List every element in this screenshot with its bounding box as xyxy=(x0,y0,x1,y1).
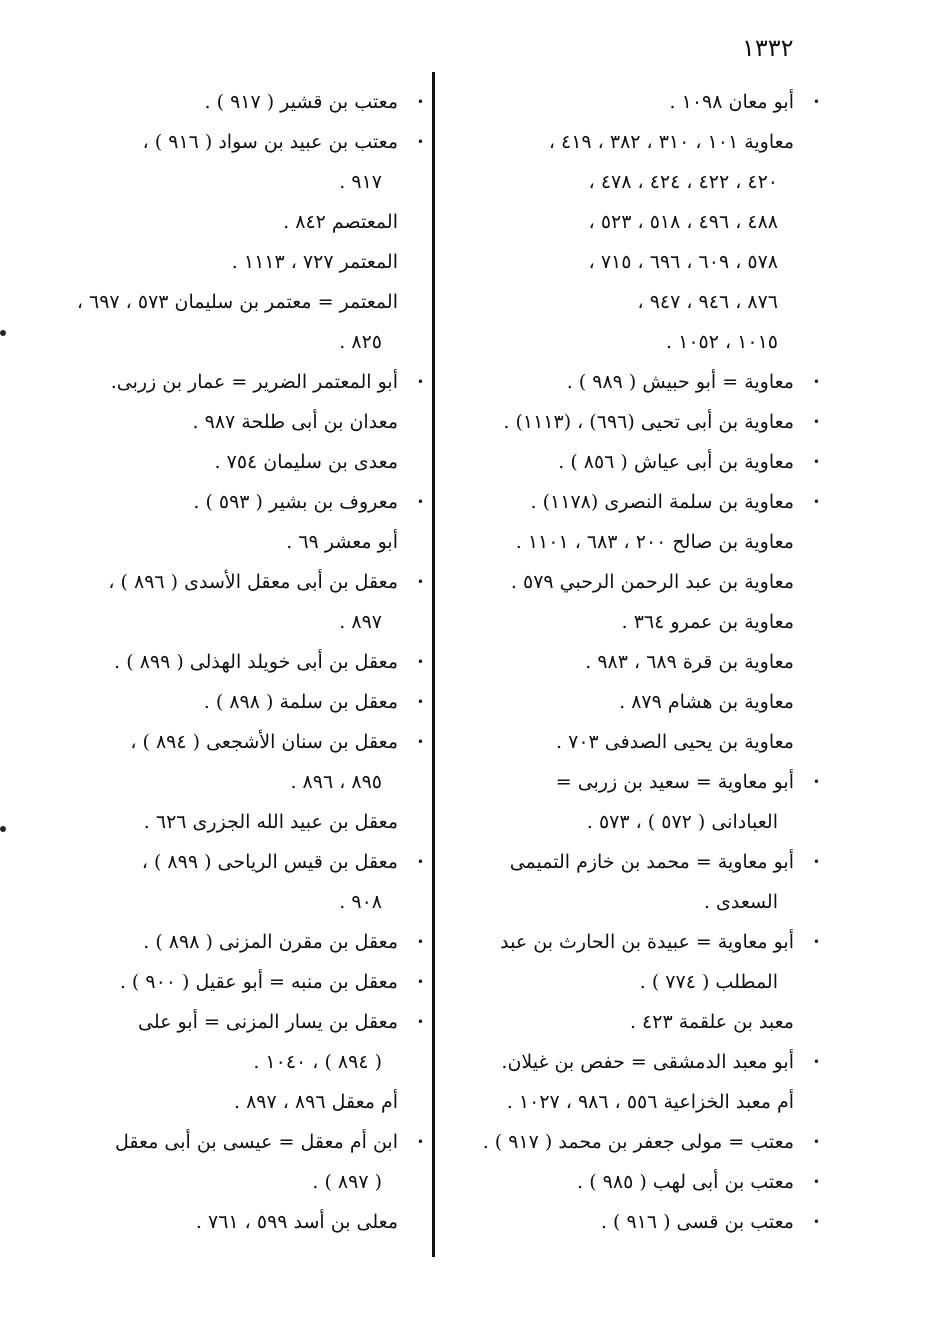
index-entry xyxy=(70,842,424,882)
bullet-icon: • xyxy=(812,415,820,429)
index-entry-text: ابن أم معقل = عيسى بن أبى معقل xyxy=(115,1131,398,1153)
index-entry xyxy=(462,1202,820,1242)
index-entry-text: معتب بن قشير ( ٩١٧ ) . xyxy=(204,91,398,113)
index-entry-text: معبد بن علقمة ٤٢٣ . xyxy=(629,1011,794,1033)
index-entry-text: أم معقل ٨٩٦ ، ٨٩٧ . xyxy=(233,1091,398,1113)
index-entry-text: المعتمر ٧٢٧ ، ١١١٣ . xyxy=(231,251,398,273)
index-entry xyxy=(70,522,418,562)
index-entry-text: معقل بن منبه = أبو عقيل ( ٩٠٠ ) . xyxy=(119,971,398,993)
index-entry-text: معاوية بن أبى تحيى (٦٩٦) ، (١١١٣) . xyxy=(503,411,794,433)
index-entry xyxy=(70,882,418,922)
index-entry-text: معاوية بن قرة ٦٨٩ ، ٩٨٣ . xyxy=(585,651,794,673)
index-entry-text: معلى بن أسد ٥٩٩ ، ٧٦١ . xyxy=(195,1211,398,1233)
index-entry-text: ٨٢٥ . xyxy=(339,331,382,353)
index-entry xyxy=(70,1082,418,1122)
index-entry-text: معروف بن بشير ( ٥٩٣ ) . xyxy=(193,491,398,513)
bullet-icon: • xyxy=(416,855,424,869)
index-entry xyxy=(70,442,418,482)
index-entry xyxy=(462,722,814,762)
bullet-icon: • xyxy=(416,735,424,749)
index-entry-text: أبو معاوية = سعيد بن زربى = xyxy=(555,771,794,793)
index-entry xyxy=(70,922,424,962)
index-entry-text: المطلب ( ٧٧٤ ) . xyxy=(639,971,778,993)
index-entry xyxy=(70,1202,418,1242)
index-entry xyxy=(462,162,814,202)
index-entry xyxy=(462,762,820,802)
index-column-right xyxy=(462,82,820,1242)
margin-mark xyxy=(0,330,6,336)
index-entry-text: معقل بن أبى خويلد الهذلى ( ٨٩٩ ) . xyxy=(114,651,398,673)
index-entry-text: معتب بن قسى ( ٩١٦ ) . xyxy=(600,1211,794,1233)
index-entry xyxy=(70,82,424,122)
index-entry xyxy=(462,1082,814,1122)
index-entry-text: أم معبد الخزاعية ٥٥٦ ، ٩٨٦ ، ١٠٢٧ . xyxy=(506,1091,794,1113)
index-entry-text: معقل بن مقرن المزنى ( ٨٩٨ ) . xyxy=(143,931,398,953)
index-entry-text: معقل بن سنان الأشجعى ( ٨٩٤ ) ، xyxy=(130,731,398,753)
bullet-icon: • xyxy=(416,495,424,509)
index-entry-text: معاوية = أبو حبيش ( ٩٨٩ ) . xyxy=(566,371,794,393)
column-divider xyxy=(432,72,435,1257)
index-entry-text: أبو المعتمر الضرير = عمار بن زربى. xyxy=(110,371,398,393)
bullet-icon: • xyxy=(812,495,820,509)
index-entry xyxy=(462,482,820,522)
bullet-icon: • xyxy=(416,135,424,149)
index-entry xyxy=(462,802,814,842)
index-entry xyxy=(70,762,418,802)
index-entry-text: أبو معان ١٠٩٨ . xyxy=(669,91,794,113)
index-entry xyxy=(462,242,814,282)
index-entry xyxy=(462,1042,820,1082)
page-number: ١٣٣٢ xyxy=(742,34,794,62)
bullet-icon: • xyxy=(812,95,820,109)
bullet-icon: • xyxy=(812,855,820,869)
index-entry xyxy=(70,602,418,642)
index-entry xyxy=(462,1002,814,1042)
index-entry xyxy=(462,82,820,122)
index-entry xyxy=(462,282,814,322)
index-entry-text: معدى بن سليمان ٧٥٤ . xyxy=(214,451,398,473)
index-entry xyxy=(70,482,424,522)
index-entry xyxy=(462,642,814,682)
index-entry-text: ٨٩٧ . xyxy=(339,611,382,633)
margin-mark xyxy=(0,826,6,832)
index-entry-text: معقل بن عبيد الله الجزرى ٦٢٦ . xyxy=(143,811,398,833)
index-entry xyxy=(70,402,418,442)
index-entry xyxy=(70,642,424,682)
bullet-icon: • xyxy=(416,1135,424,1149)
index-entry xyxy=(462,442,820,482)
index-entry-text: العبادانى ( ٥٧٢ ) ، ٥٧٣ . xyxy=(586,811,778,833)
bullet-icon: • xyxy=(812,935,820,949)
bullet-icon: • xyxy=(416,375,424,389)
index-entry xyxy=(70,122,424,162)
index-entry xyxy=(462,322,814,362)
index-entry xyxy=(462,682,814,722)
index-entry xyxy=(462,602,814,642)
index-entry-text: معدان بن أبى طلحة ٩٨٧ . xyxy=(192,411,398,433)
index-entry-text: ٩١٧ . xyxy=(339,171,382,193)
bullet-icon: • xyxy=(812,1215,820,1229)
index-entry-text: أبو معبد الدمشقى = حفص بن غيلان. xyxy=(501,1051,794,1073)
index-entry xyxy=(462,882,814,922)
bullet-icon: • xyxy=(812,1055,820,1069)
index-entry-text: ٨٩٥ ، ٨٩٦ . xyxy=(290,771,382,793)
index-entry-text: معاوية بن صالح ٢٠٠ ، ٦٨٣ ، ١١٠١ . xyxy=(515,531,794,553)
index-entry xyxy=(462,402,820,442)
bullet-icon: • xyxy=(416,1015,424,1029)
index-entry-text: ( ٨٩٧ ) . xyxy=(312,1171,382,1193)
index-entry xyxy=(70,322,418,362)
index-entry-text: معتب بن أبى لهب ( ٩٨٥ ) . xyxy=(577,1171,794,1193)
index-entry xyxy=(70,282,418,322)
index-entry xyxy=(462,362,820,402)
index-entry xyxy=(462,1162,820,1202)
index-entry-text: أبو معشر ٦٩ . xyxy=(286,531,398,553)
index-entry xyxy=(70,962,424,1002)
index-entry xyxy=(70,722,424,762)
index-entry-text: معاوية بن يحيى الصدفى ٧٠٣ . xyxy=(556,731,794,753)
index-entry-text: ١٠١٥ ، ١٠٥٢ . xyxy=(666,331,778,353)
index-entry-text: معاوية بن سلمة النصرى (١١٧٨) . xyxy=(530,491,794,513)
index-entry-text: معقل بن سلمة ( ٨٩٨ ) . xyxy=(203,691,398,713)
bullet-icon: • xyxy=(812,1175,820,1189)
index-entry-text: السعدى . xyxy=(703,891,778,913)
index-entry-text: معتب = مولى جعفر بن محمد ( ٩١٧ ) . xyxy=(482,1131,794,1153)
index-entry-text: معقل بن قيس الرياحى ( ٨٩٩ ) ، xyxy=(141,851,398,873)
bullet-icon: • xyxy=(416,655,424,669)
index-entry-text: معاوية بن عمرو ٣٦٤ . xyxy=(621,611,794,633)
index-entry-text: معاوية بن هشام ٨٧٩ . xyxy=(619,691,794,713)
index-entry xyxy=(70,682,424,722)
index-entry-text: ٤٨٨ ، ٤٩٦ ، ٥١٨ ، ٥٢٣ ، xyxy=(588,211,778,233)
index-entry xyxy=(462,962,814,1002)
index-entry xyxy=(462,202,814,242)
index-entry xyxy=(70,1042,418,1082)
bullet-icon: • xyxy=(812,1135,820,1149)
index-entry-text: معقل بن أبى معقل الأسدى ( ٨٩٦ ) ، xyxy=(108,571,398,593)
index-entry-text: معاوية ١٠١ ، ٣١٠ ، ٣٨٢ ، ٤١٩ ، xyxy=(548,131,794,153)
index-entry xyxy=(70,562,424,602)
index-entry xyxy=(70,1002,424,1042)
bullet-icon: • xyxy=(812,375,820,389)
index-entry-text: أبو معاوية = محمد بن خازم التميمى xyxy=(509,851,794,873)
index-entry-text: ( ٨٩٤ ) ، ١٠٤٠ . xyxy=(253,1051,382,1073)
index-entry xyxy=(462,1122,820,1162)
index-entry xyxy=(70,162,418,202)
bullet-icon: • xyxy=(416,935,424,949)
index-entry xyxy=(462,842,820,882)
index-entry-text: ٩٠٨ . xyxy=(339,891,382,913)
index-entry xyxy=(462,522,814,562)
index-entry xyxy=(70,1122,424,1162)
index-entry xyxy=(70,1162,418,1202)
index-entry xyxy=(462,122,814,162)
index-entry-text: المعتمر = معتمر بن سليمان ٥٧٣ ، ٦٩٧ ، xyxy=(76,291,398,313)
index-entry xyxy=(70,242,418,282)
index-entry-text: معاوية بن عبد الرحمن الرحبي ٥٧٩ . xyxy=(510,571,794,593)
index-entry-text: معقل بن يسار المزنى = أبو على xyxy=(138,1011,398,1033)
bullet-icon: • xyxy=(812,775,820,789)
index-entry-text: المعتصم ٨٤٢ . xyxy=(283,211,398,233)
index-entry xyxy=(462,922,820,962)
bullet-icon: • xyxy=(416,575,424,589)
index-entry xyxy=(70,802,418,842)
bullet-icon: • xyxy=(416,695,424,709)
index-entry-text: ٥٧٨ ، ٦٠٩ ، ٦٩٦ ، ٧١٥ ، xyxy=(588,251,778,273)
index-entry xyxy=(462,562,814,602)
index-entry xyxy=(70,362,424,402)
index-entry-text: معاوية بن أبى عياش ( ٨٥٦ ) . xyxy=(558,451,794,473)
index-entry xyxy=(70,202,418,242)
index-entry-text: ٤٢٠ ، ٤٢٢ ، ٤٢٤ ، ٤٧٨ ، xyxy=(588,171,778,193)
index-entry-text: ٨٧٦ ، ٩٤٦ ، ٩٤٧ ، xyxy=(637,291,778,313)
bullet-icon: • xyxy=(812,455,820,469)
index-entry-text: معتب بن عبيد بن سواد ( ٩١٦ ) ، xyxy=(142,131,398,153)
index-column-left xyxy=(70,82,424,1242)
index-entry-text: أبو معاوية = عبيدة بن الحارث بن عبد xyxy=(500,931,794,953)
bullet-icon: • xyxy=(416,975,424,989)
bullet-icon: • xyxy=(416,95,424,109)
